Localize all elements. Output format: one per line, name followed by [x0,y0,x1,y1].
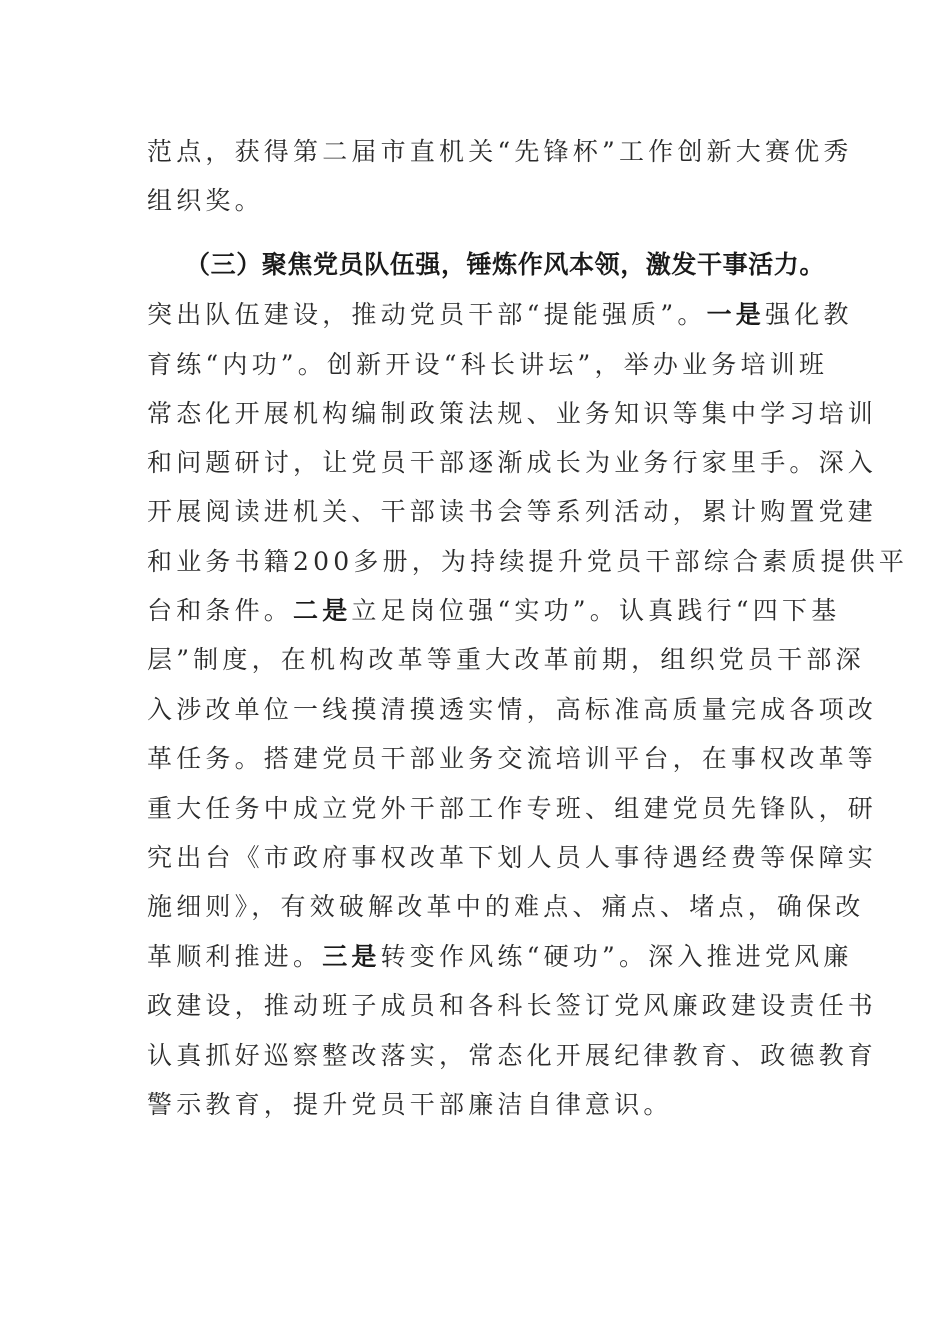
text-run: 转变作风练“硬功”。深入推进党风廉 [380,942,853,971]
text-line: 革任务。搭建党员干部业务交流培训平台，在事权改革等 [147,744,878,773]
text-line: 认真抓好巡察整改落实，常态化开展纪律教育、政德教育 [147,1041,878,1070]
text-line: 和业务书籍200多册，为持续提升党员干部综合素质提供平 [147,547,909,576]
text-line: 和问题研讨，让党员干部逐渐成长为业务行家里手。深入 [147,448,878,477]
text-run: 台和条件。 [147,596,294,625]
text-run: 革顺利推进。 [147,942,323,971]
text-line: 育练“内功”。创新开设“科长讲坛”，举办业务培训班 [147,350,829,379]
text-line: 组织奖。 [147,186,264,215]
text-line: 常态化开展机构编制政策法规、业务知识等集中学习培训 [147,399,878,428]
text-line: 开展阅读进机关、干部读书会等系列活动，累计购置党建 [147,497,878,526]
bold-emphasis: 三是 [322,942,381,971]
text-line: 重大任务中成立党外干部工作专班、组建党员先锋队，研 [147,794,878,823]
text-run: 立足岗位强“实功”。认真践行“四下基 [351,596,841,625]
text-run: 突出队伍建设，推动党员干部“提能强质”。 [147,300,707,329]
text-line: 警示教育，提升党员干部廉洁自律意识。 [147,1090,673,1119]
text-line [147,290,853,340]
text-line: 范点，获得第二届市直机关“先锋杯”工作创新大赛优秀 [147,137,853,166]
text-line: 究出台《市政府事权改革下划人员人事待遇经费等保障实 [147,843,878,872]
text-line: 政建设，推动班子成员和各科长签订党风廉政建设责任书 [147,991,878,1020]
bold-emphasis: 二是 [293,596,352,625]
text-line: 入涉改单位一线摸清摸透实情，高标准高质量完成各项改 [147,695,878,724]
text-line: 层”制度，在机构改革等重大改革前期，组织党员干部深 [147,645,865,674]
section-heading: （三）聚焦党员队伍强，锤炼作风本领，激发干事活力。 [185,250,826,279]
text-run: 强化教 [764,300,853,329]
text-line [147,586,841,636]
bold-emphasis: 一是 [706,300,765,329]
text-line [147,932,853,982]
text-line: 施细则》，有效破解改革中的难点、痛点、堵点，确保改 [147,892,865,921]
